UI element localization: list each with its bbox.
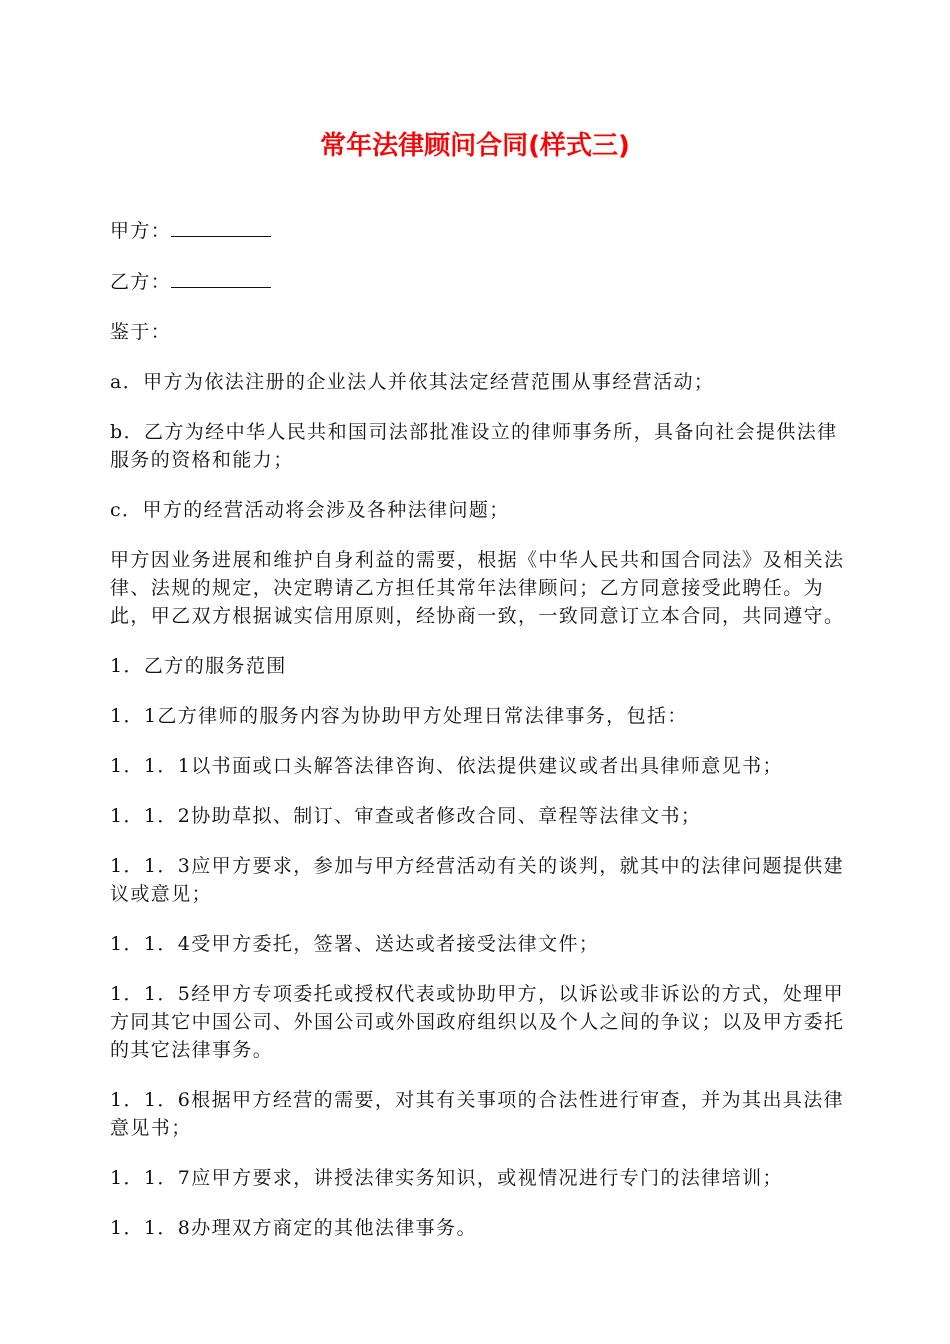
party-a-line (110, 216, 845, 245)
item-1-1-4: 1．1．4受甲方委托，签署、送达或者接受法律文件； (110, 933, 600, 955)
section-1-heading: 1．乙方的服务范围 (110, 655, 287, 677)
party-a-blank (171, 216, 271, 237)
item-1-1-6: 1．1．6根据甲方经营的需要，对其有关事项的合法性进行审查，并为其出具法律意见书； (110, 1089, 845, 1139)
party-b-line (110, 267, 845, 296)
clause-a: a．甲方为依法注册的企业法人并依其法定经营范围从事经营活动； (110, 371, 715, 393)
item-1-1-2: 1．1．2协助草拟、制订、审查或者修改合同、章程等法律文书； (110, 805, 702, 827)
party-b-label: 乙方： (110, 271, 172, 293)
item-1-1-7: 1．1．7应甲方要求，讲授法律实务知识，或视情况进行专门的法律培训； (110, 1167, 783, 1189)
preamble-paragraph: 甲方因业务进展和维护自身利益的需要，根据《中华人民共和国合同法》及相关法律、法规的规定，决定聘请乙方担任其常年法律顾问；乙方同意接受此聘任。为此，甲乙双方根据诚实信用原则，经协商一致，一致同意订立本合同，共同遵守。 (110, 549, 845, 627)
party-a-label: 甲方： (110, 220, 172, 242)
item-1-1-5: 1．1．5经甲方专项委托或授权代表或协助甲方，以诉讼或非诉讼的方式，处理甲方同其它中国公司、外国公司或外国政府组织以及个人之间的争议；以及甲方委托的其它法律事务。 (110, 983, 845, 1061)
item-1-1-1: 1．1．1以书面或口头解答法律咨询、依法提供建议或者出具律师意见书； (110, 755, 783, 777)
item-1-1: 1．1乙方律师的服务内容为协助甲方处理日常法律事务，包括： (110, 705, 688, 727)
clause-b: b．乙方为经中华人民共和国司法部批准设立的律师事务所，具备向社会提供法律服务的资格和能力； (110, 421, 838, 471)
item-1-1-8: 1．1．8办理双方商定的其他法律事务。 (110, 1217, 477, 1239)
item-1-1-3: 1．1．3应甲方要求，参加与甲方经营活动有关的谈判，就其中的法律问题提供建议或意见； (110, 855, 845, 905)
party-b-blank (171, 267, 271, 288)
clause-c: c．甲方的经营活动将会涉及各种法律问题； (110, 499, 510, 521)
document-title: 常年法律顾问合同(样式三) (320, 131, 630, 161)
whereas-heading: 鉴于： (110, 321, 172, 343)
document-body (110, 216, 845, 1264)
